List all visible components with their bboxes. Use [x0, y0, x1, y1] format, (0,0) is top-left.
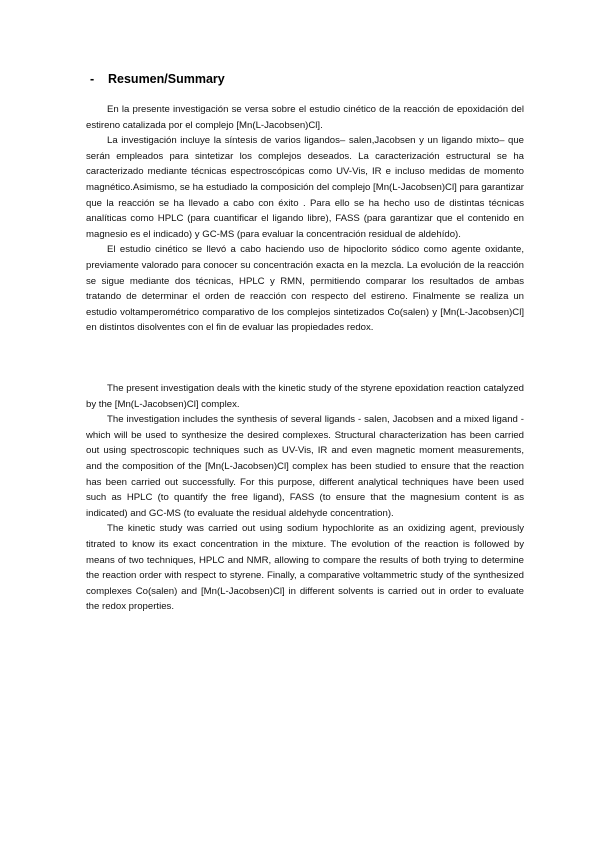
section-heading: [90, 72, 225, 86]
english-paragraph-1: The present investigation deals with the kinetic study of the styrene epoxidation reaction catalyzed by the [Mn(L-Jacobsen)Cl] complex.: [86, 383, 524, 410]
english-abstract: [86, 381, 524, 615]
english-paragraph-3: The kinetic study was carried out using sodium hypochlorite as an oxidizing agent, previously titrated to know its exact concentration in the mixture. The evolution of the reaction is followed by means of two techniques, HPLC and NMR, allowing to compare the results of both trying to determine the reaction order with respect to styrene. Finally, a comparative voltammetric study of the synthesized complexes Co(salen) and [Mn(L-Jacobsen)Cl] in different solvents is carried out in order to evaluate the redox properties.: [86, 523, 524, 613]
heading-title: Resumen/Summary: [108, 72, 225, 86]
english-paragraph-2: The investigation includes the synthesis of several ligands - salen, Jacobsen and a mixed ligand - which will be used to synthesize the desired complexes. Structural characterization has been carried out using spectroscopic techniques such as UV-Vis, IR and even magnetic moment measurements, and the composition of the [Mn(L-Jacobsen)Cl] complex has been studied to ensure that the reaction has been carried out successfully. For this purpose, different analytical techniques have been used such as HPLC (to quantify the free ligand), FASS (to ensure that the magnesium content is as indicated) and GC-MS (to evaluate the residual aldehyde concentration).: [86, 414, 524, 519]
spanish-abstract: [86, 102, 524, 336]
spanish-paragraph-3: El estudio cinético se llevó a cabo haciendo uso de hipoclorito sódico como agente oxidante, previamente valorado para conocer su concentración exacta en la mezcla. La evolución de la reacción se sigue mediante dos técnicas, HPLC y RMN, permitiendo comparar los resultados de ambas tratando de determinar el orden de reacción con respecto del estireno. Finalmente se realiza un estudio voltamperométrico comparativo de los complejos sintetizados Co(salen) y [Mn(L-Jacobsen)Cl] en distintos disolventes con el fin de evaluar las propiedades redox.: [86, 244, 524, 334]
spanish-paragraph-1: En la presente investigación se versa sobre el estudio cinético de la reacción de epoxidación del estireno catalizada por el complejo [Mn(L-Jacobsen)Cl].: [86, 104, 524, 131]
heading-bullet: -: [90, 72, 95, 86]
spanish-paragraph-2: La investigación incluye la síntesis de varios ligandos– salen,Jacobsen y un ligando mixto– que serán empleados para sintetizar los complejos deseados. La caracterización estructural se ha caracterizado mediante técnicas espectroscópicas como UV-Vis, IR e incluso medidas de momento magnético.Asimismo, se ha estudiado la composición del complejo [Mn(L-Jacobsen)Cl] para garantizar que la reacción se ha llevado a cabo con éxito . Para ello se ha hecho uso de distintas técnicas analíticas como HPLC (para cuantificar el ligando libre), FASS (para garantizar que el contenido en magnesio es el indicado) y GC-MS (para evaluar la concentración residual de aldehído).: [86, 135, 524, 240]
